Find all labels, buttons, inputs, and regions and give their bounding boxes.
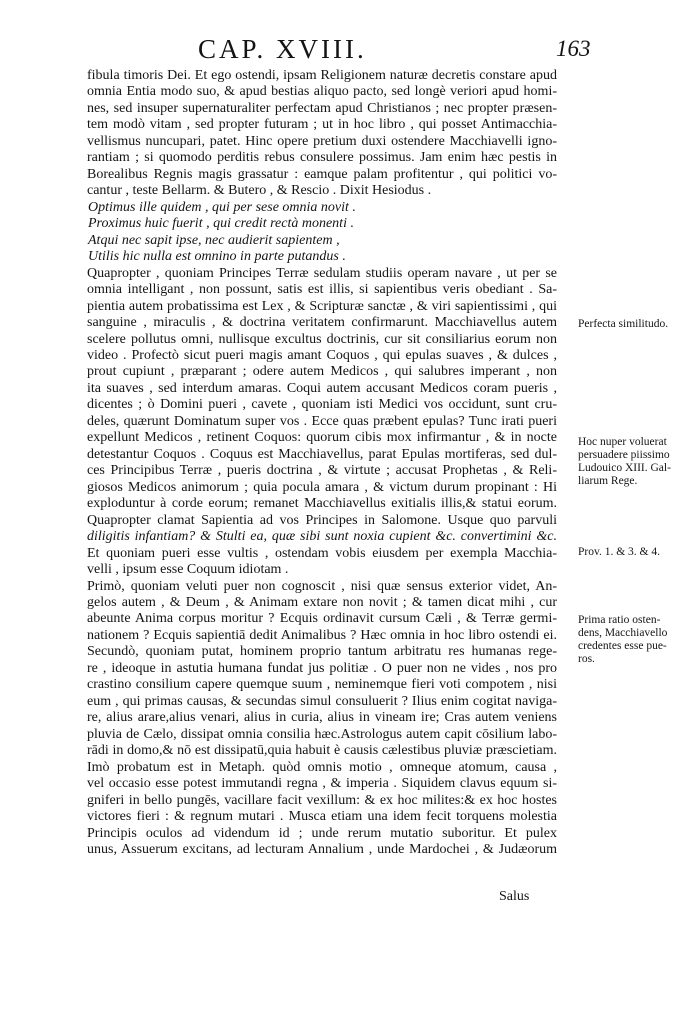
text-line: abeunte Anima corpus moritur ? Ecquis ordinavit cursum Cæli , & Terræ germi- <box>87 611 557 627</box>
margin-note-line: Prov. 1. & 3. & 4. <box>578 546 660 558</box>
text-line: deles, quærunt Dominatum super vos . Ecce quas præbent epulas? Tunc irati pueri <box>87 413 557 429</box>
text-line: exploduntur à corde eorum; remanet Macchiavellus exitialis illis,& statui eorum. <box>87 496 557 512</box>
text-line: re, alius arare,alius venari, alius in curia, alius in vineam ire; Cras autem veniens <box>87 710 557 726</box>
text-line: gelos autem , & Deum , & Animam extare non novit ; & tamen dicat mihi , cur <box>87 595 557 610</box>
margin-note-proverbs <box>578 546 696 559</box>
text-line: cantur , teste Bellarm. & Butero , & Rescio . Dixit Hesiodus . <box>87 183 432 199</box>
text-line: omnia Entia modo suo, & apud bestias aliquo pacto, sed longè veriori apud homi- <box>87 84 557 100</box>
text-line: dicentes ; ò Domini pueri , cavete , quoniam isti Medici vos occidunt, sunt cru- <box>87 397 557 413</box>
text-line: gniferi in bello pungēs, vacillare facit vexillum: & ex hoc milites:& ex hoc hostes <box>87 792 557 808</box>
text-line: Quapropter clamat Sapientia ad vos Principes in Salomone. Usque quo parvuli <box>87 512 557 528</box>
hesiod-verse <box>87 200 557 266</box>
text-line: victores fieri : & regnum mutari . Musca etiam una idem fecit torquens molestia <box>87 809 557 825</box>
text-line: tem modò vitam , sed propter futuram ; ut in hoc libro , qui posset Antimacchia- <box>87 117 557 133</box>
verse-line: Atqui nec sapit ipse, nec audierit sapientem , <box>88 232 340 248</box>
margin-note-ludovico <box>578 436 696 488</box>
text-line: Primò, quoniam veluti puer non cognoscit , nisi quæ sensus exterior videt, An- <box>87 578 557 594</box>
margin-note-line: Perfecta similitudo. <box>578 318 669 330</box>
text-line: Borealibus Regnis magis grassatur : eamque palam profitentur , qui politici vo- <box>87 166 557 182</box>
text-line: velli , ipsum esse Coquum idiotam . <box>87 562 289 578</box>
margin-note-line: ros. <box>578 653 595 665</box>
verse-line: Utilis hic nulla est omnino in parte putandus . <box>88 249 346 265</box>
text-line: Imò probatum est in Metaph. quòd omnis motio , omneque atomum, causa , <box>87 759 557 775</box>
margin-note-line: Hoc nuper voluerat <box>578 436 667 448</box>
margin-note-line: dens, Macchiavello <box>578 627 668 639</box>
text-line: prout cupiunt , præparant ; odere autem Medicos , qui salubres imperant , non <box>87 364 557 380</box>
text-line: Et quoniam pueri esse vultis , ostendam vobis eiusdem per exempla Macchia- <box>87 545 557 561</box>
text-line: ita suaves , sed interdum amaras. Coqui autem accusant Medicos coram pueris , <box>87 380 557 396</box>
text-line: giosos Medicos animorum ; quia pocula amara , & victum durum propinant : Hi <box>87 479 557 495</box>
text-line: nes, sed insuper supernaturaliter perfectam apud Christianos ; nec propter præsen- <box>87 100 557 116</box>
paragraph-introduction <box>87 68 557 200</box>
text-line: Quapropter , quoniam Principes Terræ sedulam studiis operam navare , ut per se <box>87 265 557 281</box>
margin-note-line: liarum Rege. <box>578 475 638 487</box>
text-line: rādi in domo,& nō est dissipatū,quia habuit è causis cælestibus pluviæ præscietiam. <box>87 743 557 759</box>
text-line: vel occasio esse potest immutandi regna , & imperia . Siquidem clavus equum si- <box>87 776 557 792</box>
running-header <box>0 34 700 68</box>
text-line: unus, Assuerum excitans, ad lecturam Annalium , unde Mardochei , & Judæorum <box>87 842 557 858</box>
text-line: omnia intelligant , non possunt, satis est illis, si sapientibus veris obediant . Sa- <box>87 282 557 298</box>
verse-line: Optimus ille quidem , qui per sese omnia novit . <box>88 199 356 215</box>
text-line: pientia autem probatissima est Lex , & Scripturæ sanctæ , & viri sapientissimi , qui <box>87 298 557 314</box>
text-line: vellismus nuncupari, patet. Hinc opere pretium duxi ostendere Macchiavelli igno- <box>87 133 557 149</box>
text-line: Principis oculos ad videndum id ; unde rerum mutatio suboritur. Et pulex <box>87 825 557 841</box>
text-line: sanguine , miraculis , & doctrina veritatem confirmarunt. Macchiavellus autem <box>87 315 557 331</box>
text-line: diligitis infantiam? & Stulti ea, quæ sibi sunt noxia cupient &c. convertimini &c. <box>87 529 557 545</box>
margin-note-prima-ratio <box>578 614 696 666</box>
paragraph-arguments <box>87 579 557 859</box>
text-line: rantiam ; si quomodo perditis rebus consulere possimus. Jam enim hæc pestis in <box>87 150 557 166</box>
margin-note-similitudo <box>578 318 696 331</box>
text-line: fibula timoris Dei. Et ego ostendi, ipsam Religionem naturæ decretis constare apud <box>87 68 557 83</box>
text-line: eum , qui primas causas, & secundas simul consuluerit ? Ilius enim cogitat naviga- <box>87 693 557 709</box>
text-line: nationem ? Ecquis sapientiā dedit Animalibus ? Hæc omnia in hoc libro ostendi ei. <box>87 627 557 643</box>
text-line: re , ideoque in astutia humana fundat jus politiæ . O puer non ne vides , nos pro <box>87 660 557 676</box>
text-line: scelere pollutus omni, nullisque excultus doctrinis, cur sit consiliarius eorum non <box>87 331 557 347</box>
margin-note-line: Ludouico XIII. Gal- <box>578 462 671 474</box>
margin-note-line: persuadere piissimo <box>578 449 670 461</box>
text-line: video . Profectò sicut pueri magis amant Coquos , qui epulas suaves , & dulces , <box>87 347 557 363</box>
chapter-heading: CAP. XVIII. <box>198 34 367 64</box>
verse-line: Proximus huic fuerit , qui credit rectà monenti . <box>88 216 354 232</box>
paragraph-sapientia <box>87 513 557 579</box>
text-line: pluvia de Cælo, dissipat omnia consilia hæc.Astrologus autem capit cōsilium labo- <box>87 726 557 742</box>
page-number: 163 <box>556 36 591 61</box>
main-text-block <box>87 68 557 859</box>
text-line: ces Principibus Terræ , pueris doctrina , & virtute ; accusat Prophetas , & Reli- <box>87 463 557 479</box>
text-line: detestantur Coquos . Coquus est Macchiavellus, parat Epulas mortiferas, sed dul- <box>87 446 557 462</box>
text-line: crastino consilium capere quemque suum , neminemque fieri voti compotem , nisi <box>87 677 557 693</box>
catchword: Salus <box>499 889 530 904</box>
text-line: Secundò, quoniam putat, hominem proprio tantum arbitratu res humanas rege- <box>87 644 557 660</box>
margin-note-line: Prima ratio osten- <box>578 614 661 626</box>
text-line: expellunt Medicos , retinent Coquos: quorum cibis mox infirmantur , & in nocte <box>87 430 557 446</box>
margin-note-line: credentes esse pue- <box>578 640 667 652</box>
paragraph-quapropter <box>87 266 557 513</box>
